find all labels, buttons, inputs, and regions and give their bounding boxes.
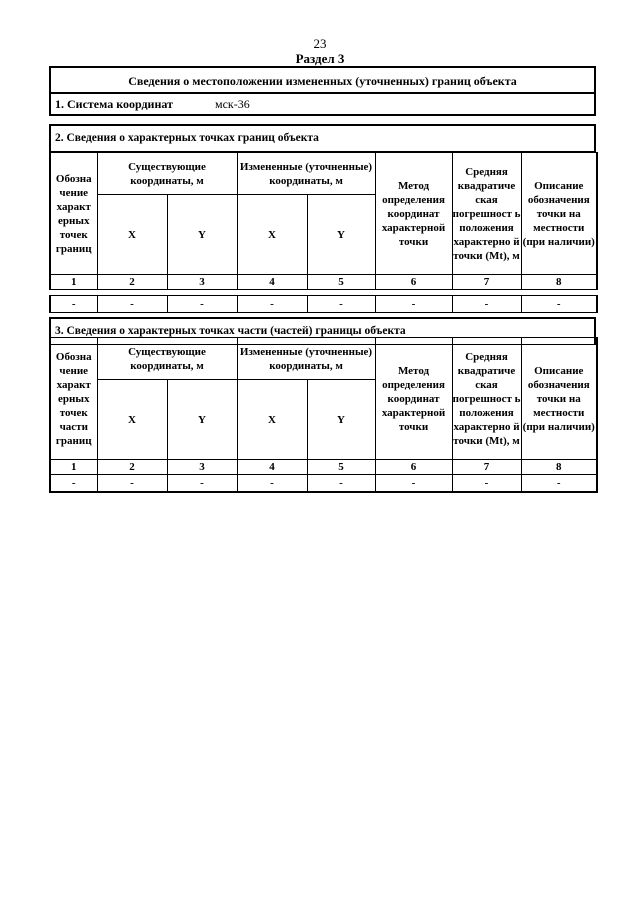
col-changed: Измененные (уточненные) координаты, м [237,338,375,380]
cell-value: - [521,296,597,313]
col-designation: Обозна чение характ ерных точек части границ [50,338,97,460]
col-description: Описание обозначения точки на местности (при наличии) [521,153,597,275]
section-2-heading: 2. Сведения о характерных точках границ объекта [49,124,596,152]
col-description: Описание обозначения точки на местности (при наличии) [521,338,597,460]
col-num: 5 [307,460,375,475]
col-x-existing: X [97,195,167,275]
section-title: Раздел 3 [295,51,345,66]
column-number-row [50,275,597,290]
col-y-existing: Y [167,380,237,460]
cell-value: - [307,475,375,493]
col-num: 8 [521,275,597,290]
cell-value: - [452,475,521,493]
cell-value: - [97,475,167,493]
col-num: 7 [452,460,521,475]
col-num: 2 [97,275,167,290]
col-error: Средняя квадратиче ская погрешност ь положения характерно й точки (Mt), м [452,338,521,460]
table-row [50,296,597,313]
col-error: Средняя квадратиче ская погрешност ь положения характерно й точки (Mt), м [452,153,521,275]
col-num: 1 [50,460,97,475]
col-x-changed: X [237,195,307,275]
column-number-row [50,460,597,475]
col-num: 7 [452,275,521,290]
col-num: 3 [167,460,237,475]
col-y-existing: Y [167,195,237,275]
col-x-changed: X [237,380,307,460]
col-num: 4 [237,460,307,475]
col-y-changed: Y [307,380,375,460]
cell-value: - [167,296,237,313]
cell-value: - [307,296,375,313]
section-3-table [49,337,598,493]
coord-system-row [49,94,596,116]
coord-system-label: 1. Система координат [55,97,173,111]
cell-value: - [97,296,167,313]
col-num: 4 [237,275,307,290]
col-designation: Обозна чение характ ерных точек границ [50,153,97,275]
cell-value: - [375,296,452,313]
col-num: 6 [375,460,452,475]
page-number: 23 [313,36,327,51]
col-num: 5 [307,275,375,290]
section-2-table [49,152,598,290]
col-existing: Существующие координаты, м [97,338,237,380]
cell-value: - [167,475,237,493]
col-num: 2 [97,460,167,475]
cell-value: - [50,475,97,493]
section-3-heading: 3. Сведения о характерных точках части (частей) границы объекта [49,317,596,345]
cell-value: - [521,475,597,493]
table-row [50,475,597,493]
main-title: Сведения о местоположении измененных (уточненных) границ объекта [49,66,596,94]
col-num: 3 [167,275,237,290]
col-y-changed: Y [307,195,375,275]
col-num: 6 [375,275,452,290]
col-x-existing: X [97,380,167,460]
col-num: 8 [521,460,597,475]
section-2-values [49,295,598,313]
cell-value: - [237,475,307,493]
col-method: Метод определения координат характерной точки [375,338,452,460]
coord-system-value: мск-36 [215,97,250,111]
col-num: 1 [50,275,97,290]
cell-value: - [237,296,307,313]
col-changed: Измененные (уточненные) координаты, м [237,153,375,195]
cell-value: - [50,296,97,313]
cell-value: - [375,475,452,493]
cell-value: - [452,296,521,313]
col-method: Метод определения координат характерной точки [375,153,452,275]
col-existing: Существующие координаты, м [97,153,237,195]
